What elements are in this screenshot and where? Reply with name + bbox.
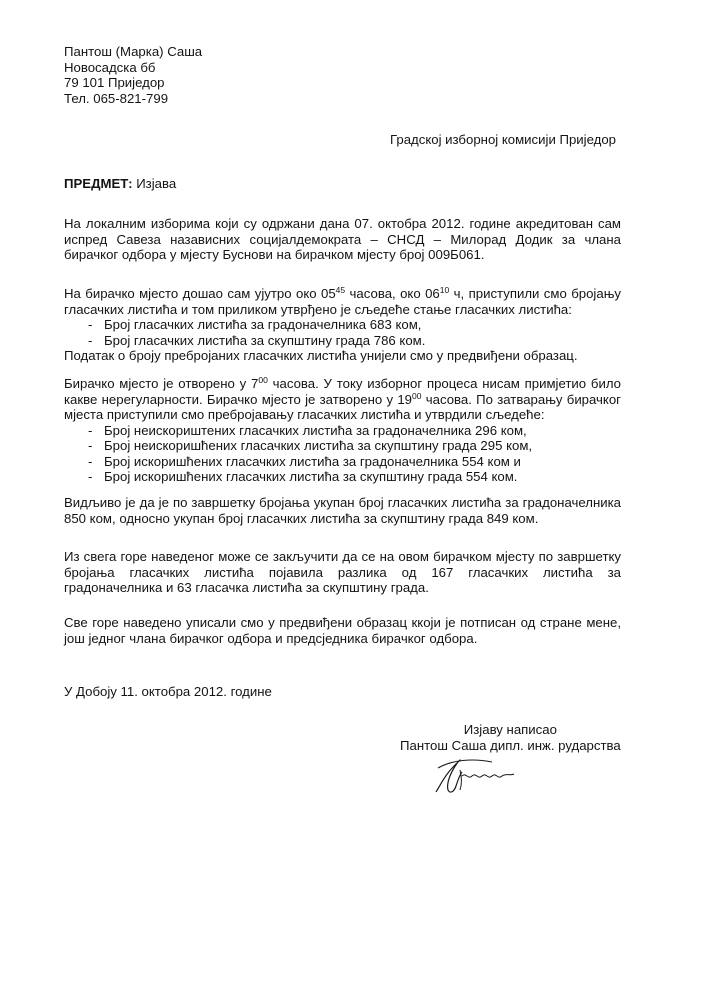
paragraph-initial-count-text: На бирачко мјесто дошао сам ујутро око $05^{45}$ часова, око $06^{10}$ ч, приступили смо бројању гласачких листића и том приликом утврђено је сљедеће стање гласачких листића:	[64, 285, 622, 317]
paragraph-initial-count-footer: Податак о броју пребројаних гласачких листића унијели смо у предвиђени образац.	[64, 348, 578, 363]
sender-address-block	[64, 44, 202, 106]
list-item: - Број гласачких листића за градоначелника 683 ком,	[88, 317, 621, 333]
sender-name: Пантош (Марка) Саша	[64, 44, 203, 59]
closing-block	[400, 722, 621, 753]
sender-phone: Тел. 065-821-799	[64, 90, 169, 106]
handwritten-signature	[432, 752, 522, 796]
final-count-list	[64, 423, 621, 485]
list-item: - Број неискориштених гласачких листића за градоначелника 296 ком,	[88, 423, 621, 439]
paragraph-form-signed-text: Све горе наведено уписали смо у предвиђени образац ккоји је потписан од стране мене, још једног члана бирачког одбора и предсједника бирачког одбора.	[64, 615, 621, 646]
list-item: - Број искоришћених гласачких листића за скупштину града 554 ком.	[88, 469, 621, 485]
paragraph-accreditation-text: На локалним изборима који су одржани дана 07. октобра 2012. године акредитован сам испред Савеза назависних социјалдемократа – СНСД – Милорад Додик за члана бирачког одбора у мјесту Буснови на бирачком мјесту број 009Б061.	[64, 216, 621, 262]
paragraph-totals-text: Видљиво је да је по завршетку бројања укупан број гласачких листића за градоначелника 850 ком, односно укупан број гласачких листића за скупштину града 849 ком.	[64, 495, 621, 526]
paragraph-conclusion-text: Из свега горе наведеног може се закључити да се на овом бирачком мјесту по завршетку бројања гласачких листића појавила разлика од 167 гласачких листића за градоначелника и 63 гласачка листића за скупштину града.	[64, 549, 621, 595]
subject-label: ПРЕДМЕТ:	[64, 176, 133, 191]
paragraph-totals	[64, 495, 621, 526]
list-item: - Број искоришћених гласачких листића за градоначелника 554 ком и	[88, 454, 621, 470]
sender-street: Новосадска бб	[64, 59, 156, 75]
paragraph-accreditation	[64, 216, 621, 263]
date-line: У Добоју 11. октобра 2012. године	[64, 684, 272, 699]
paragraph-conclusion	[64, 549, 621, 596]
paragraph-initial-count	[64, 286, 621, 364]
recipient-line: Градској изборној комисији Приједор	[389, 132, 616, 147]
list-item: - Број гласачких листића за скупштину града 786 ком.	[88, 333, 621, 349]
author-name: Пантош Саша дипл. инж. рударства	[400, 737, 621, 753]
list-item: - Број неискоришћених гласачких листића за скупштину града 295 ком,	[88, 438, 621, 454]
paragraph-form-signed	[64, 615, 621, 646]
subject-text: Изјава	[132, 176, 177, 191]
closing-line: Изјаву написао	[463, 722, 557, 737]
sender-city: 79 101 Приједор	[64, 75, 165, 90]
paragraph-final-count-text: Бирачко мјесто је отворено у $7^{00}$ часова. У току изборног процеса нисам примјетио било какве нерегуларности. Бирачко мјесто је затворено у $19^{00}$ часова. По затварању бирачког мјеста приступили смо пребројавању гласачких листића и утврдили сљедеће:	[64, 375, 622, 422]
subject-line	[64, 176, 176, 191]
initial-count-list	[64, 317, 621, 348]
paragraph-final-count	[64, 376, 621, 485]
